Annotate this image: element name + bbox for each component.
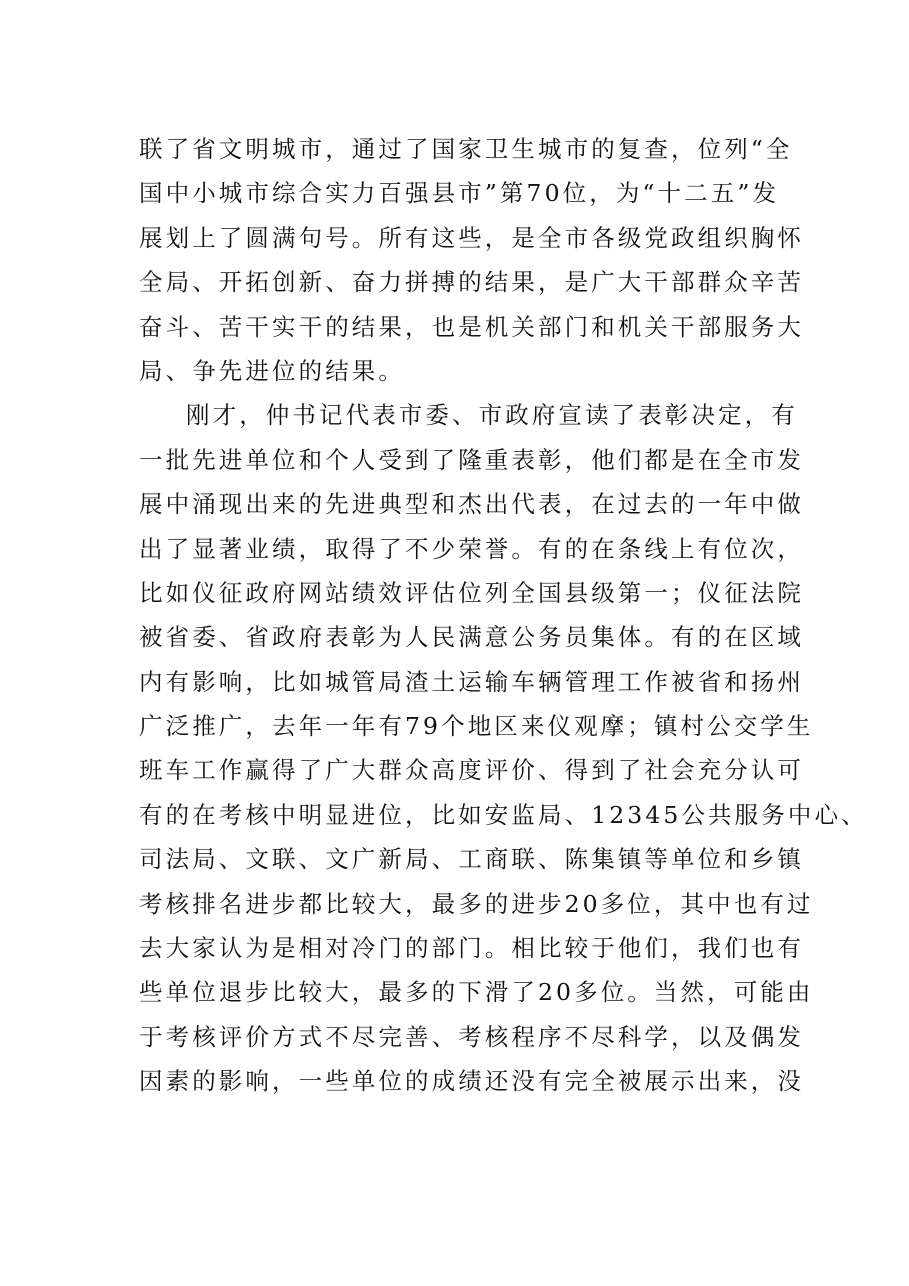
document-body (139, 127, 868, 1104)
text-line: 展划上了圆满句号。所有这些，是全市各级党政组织胸怀 (139, 223, 804, 252)
text-line: 司法局、文联、文广新局、工商联、陈集镇等单位和乡镇 (139, 845, 804, 874)
text-line: 联了省文明城市，通过了国家卫生城市的复查，位列“全 (139, 135, 793, 163)
text-line: 国中小城市综合实力百强县市”第70位，为“十二五”发 (139, 179, 780, 208)
text-line: 被省委、省政府表彰为人民满意公务员集体。有的在区域 (139, 623, 804, 652)
text-line: 广泛推广，去年一年有79个地区来仪观摩；镇村公交学生 (139, 712, 814, 741)
text-line: 于考核评价方式不尽完善、考核程序不尽科学，以及偶发 (139, 1022, 804, 1051)
text-line: 有的在考核中明显进位，比如安监局、12345公共服务中心、 (139, 800, 868, 829)
text-line: 班车工作赢得了广大群众高度评价、得到了社会充分认可 (139, 756, 804, 785)
text-line: 局、争先进位的结果。 (139, 356, 405, 385)
text-line: 比如仪征政府网站绩效评估位列全国县级第一；仪征法院 (139, 578, 804, 607)
text-line: 全局、开拓创新、奋力拼搏的结果，是广大干部群众辛苦 (139, 268, 804, 297)
text-line: 展中涌现出来的先进典型和杰出代表，在过去的一年中做 (139, 490, 804, 519)
text-line: 因素的影响，一些单位的成绩还没有完全被展示出来，没 (139, 1067, 804, 1096)
text-line: 一批先进单位和个人受到了隆重表彰，他们都是在全市发 (139, 445, 804, 474)
text-line: 考核排名进步都比较大，最多的进步20多位，其中也有过 (139, 889, 814, 918)
paragraph-start-line: 刚才，仲书记代表市委、市政府宣读了表彰决定，有 (186, 401, 798, 430)
text-line: 些单位退步比较大，最多的下滑了20多位。当然，可能由 (139, 978, 814, 1007)
text-line: 奋斗、苦干实干的结果，也是机关部门和机关干部服务大 (139, 312, 804, 341)
text-line: 去大家认为是相对冷门的部门。相比较于他们，我们也有 (139, 934, 804, 963)
text-line: 出了显著业绩，取得了不少荣誉。有的在条线上有位次， (139, 534, 804, 563)
text-line: 内有影响，比如城管局渣土运输车辆管理工作被省和扬州 (139, 667, 804, 696)
